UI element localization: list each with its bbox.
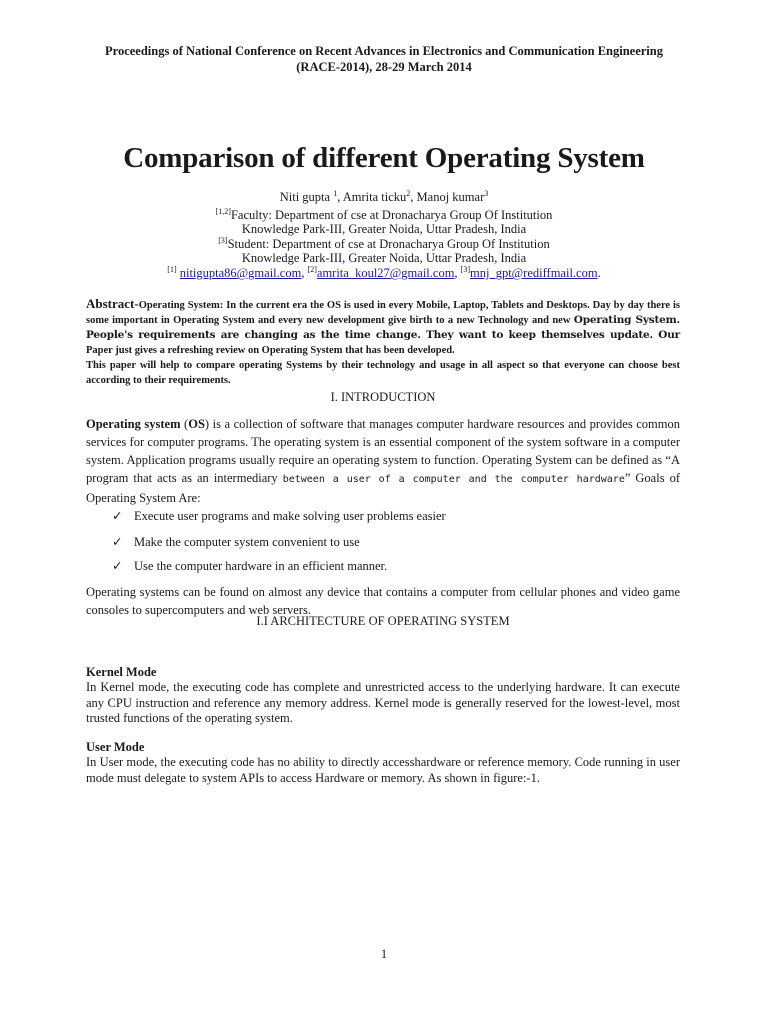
intro-open: ( xyxy=(180,417,189,431)
intro-definition-quote: between a user of a computer and the computer hardware xyxy=(282,474,625,485)
email-sep-1: , xyxy=(301,266,308,280)
abstract-text-1: Operating System: In the current era the OS is used in every Mobile, Laptop, Tablets and Desktops. Day by day there is some important in Operating System and every new development give birth to a new Technology and new xyxy=(86,300,680,326)
abstract-text-2: This paper will help to compare operating Systems by their technology and usage in all aspect so that everyone can choose best according to their requirements. xyxy=(86,360,680,386)
goal-item-1-text: Execute user programs and make solving user problems easier xyxy=(134,509,446,523)
email-1-mark: [1] xyxy=(167,265,177,274)
abstract-text-handwriting: Operating System. People's requirements are changing as the time change. They want to keep themselves update. Our xyxy=(86,314,681,341)
author-sep-2: , xyxy=(410,190,417,204)
author-1-mark: 1 xyxy=(333,189,338,198)
affiliation-student-line-1: Student: Department of cse at Dronacharya Group Of Institution xyxy=(227,237,550,251)
author-3: Manoj kumar xyxy=(416,190,485,204)
goal-item-3-text: Use the computer hardware in an efficient manner. xyxy=(134,559,388,573)
intro-term: Operating system xyxy=(86,417,181,431)
email-end: . xyxy=(597,266,601,280)
kernel-mode-title: Kernel Mode xyxy=(86,665,157,679)
proceedings-line-2: (RACE-2014), 28-29 March 2014 xyxy=(296,60,472,74)
intro-body-2: ” Goals of Operating System Are: xyxy=(86,471,681,505)
goal-item-2 xyxy=(112,534,360,550)
email-link-2[interactable]: amrita_koul27@gmail.com xyxy=(316,266,455,280)
section-heading-architecture: I.I ARCHITECTURE OF OPERATING SYSTEM xyxy=(256,614,510,628)
affiliation-student xyxy=(60,237,708,252)
intro-body-1: ) is a collection of software that manages computer hardware resources and provides common services for computer programs. The operating system is an essential component of the system software in a computer system. Application programs usually require an operating system to function. Operating System can be defined as “A program that acts as an intermediary xyxy=(86,417,681,485)
intro-abbr: OS xyxy=(188,417,205,431)
author-2: Amrita ticku xyxy=(342,190,407,204)
email-3-mark: [3] xyxy=(460,265,470,274)
email-line xyxy=(60,266,708,281)
abstract xyxy=(86,296,680,388)
affiliation-faculty-address: Knowledge Park-III, Greater Noida, Uttar Pradesh, India xyxy=(241,222,527,236)
affiliation-faculty xyxy=(60,208,708,223)
intro-closing-paragraph: Operating systems can be found on almost any device that contains a computer from cellular phones and video game consoles to supercomputers and web servers. xyxy=(86,585,680,617)
goal-item-1 xyxy=(112,508,446,524)
author-list xyxy=(60,190,708,205)
user-mode-title: User Mode xyxy=(86,740,145,754)
author-2-mark: 2 xyxy=(406,189,411,198)
goal-item-2-text: Make the computer system convenient to use xyxy=(134,535,360,549)
email-sep-2: , xyxy=(454,266,461,280)
email-link-1[interactable]: nitigupta86@gmail.com xyxy=(179,266,302,280)
user-mode-text: In User mode, the executing code has no ability to directly accesshardware or reference memory. Code running in user mode must delegate to system APIs to access Hardware or memory. As shown in figure:-1. xyxy=(86,755,680,785)
section-heading-introduction: I. INTRODUCTION xyxy=(330,390,436,404)
email-link-3[interactable]: mnj_gpt@rediffmail.com xyxy=(470,266,598,280)
affiliation-student-address: Knowledge Park-III, Greater Noida, Uttar Pradesh, India xyxy=(241,251,527,265)
goal-item-3 xyxy=(112,558,387,574)
intro-paragraph xyxy=(86,415,680,507)
proceedings-header xyxy=(60,43,708,75)
affiliation-faculty-line-1: Faculty: Department of cse at Dronacharya Group Of Institution xyxy=(230,208,553,222)
kernel-mode-text: In Kernel mode, the executing code has complete and unrestricted access to the underlying hardware. It can execute any CPU instruction and reference any memory address. Kernel mode is generally reserved for the lowest-level, most trusted functions of the operating system. xyxy=(86,680,680,725)
affiliation-student-mark: [3] xyxy=(218,236,228,245)
affiliation-faculty-mark: [1,2] xyxy=(215,207,231,216)
author-sep-1: , xyxy=(337,190,343,204)
abstract-lead: Abstract- xyxy=(86,296,139,311)
author-3-mark: 3 xyxy=(484,189,489,198)
proceedings-line-1: Proceedings of National Conference on Recent Advances in Electronics and Communication Engineering xyxy=(105,44,663,58)
paper-title: Comparison of different Operating System xyxy=(123,142,645,174)
page-number: 1 xyxy=(380,947,388,961)
abstract-text-1-end: Paper just gives a refreshing review on Operating System that has been developed. xyxy=(86,345,455,356)
checkmark-icon: ✓ xyxy=(112,559,123,573)
checkmark-icon: ✓ xyxy=(112,535,123,549)
author-1: Niti gupta xyxy=(279,190,334,204)
email-2-mark: [2] xyxy=(307,265,317,274)
checkmark-icon: ✓ xyxy=(112,509,123,523)
